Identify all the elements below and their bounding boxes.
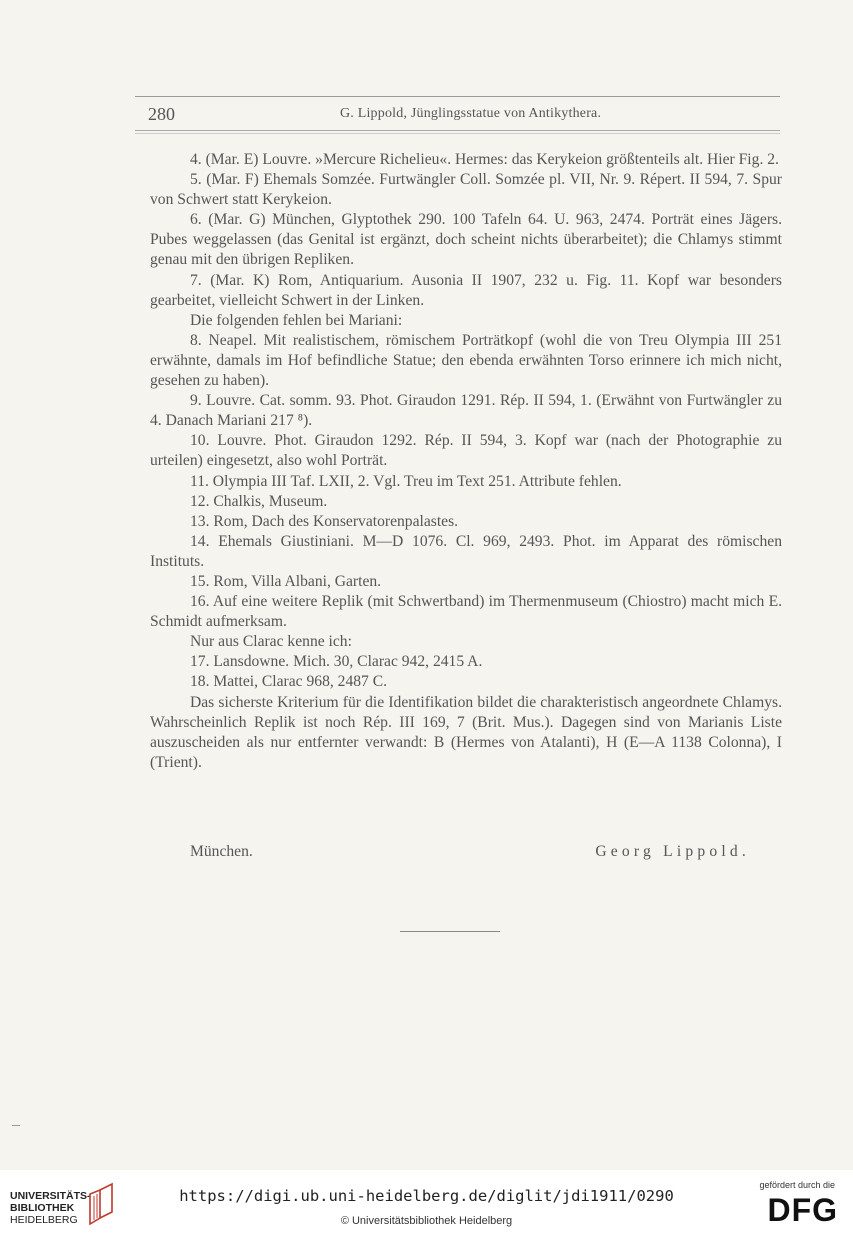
footer-bar: [0, 1170, 853, 1236]
end-rule: [400, 931, 500, 932]
paragraph: 12. Chalkis, Museum.: [190, 492, 328, 510]
paragraph: 14. Ehemals Giustiniani. M—D 1076. Cl. 969, 2493. Phot. im Apparat des römischen Instituts.: [150, 532, 782, 570]
paragraph: 5. (Mar. F) Ehemals Somzée. Furtwängler Coll. Somzée pl. VII, Nr. 9. Répert. II 594, 7. Spur von Schwert statt Kerykeion.: [150, 171, 782, 209]
header-rule-top: [135, 96, 780, 97]
paragraph: 9. Louvre. Cat. somm. 93. Phot. Giraudon 1291. Rép. II 594, 1. (Erwähnt von Furtwängler zu 4. Danach Mariani 217 ⁸).: [150, 392, 782, 430]
margin-mark: [12, 1125, 20, 1126]
header-rule-bottom: [135, 130, 780, 131]
page-header: [148, 104, 780, 124]
running-head: G. Lippold, Jünglingsstatue von Antikythera.: [340, 106, 602, 121]
paragraph: 4. (Mar. E) Louvre. »Mercure Richelieu«. Hermes: das Kerykeion größtenteils alt. Hier Fig. 2.: [190, 151, 779, 168]
paragraph: 17. Lansdowne. Mich. 30, Clarac 942, 2415 A.: [190, 653, 483, 671]
paragraph: 15. Rom, Villa Albani, Garten.: [190, 572, 382, 590]
paragraph: 8. Neapel. Mit realistischem, römischem Porträtkopf (wohl die von Treu Olympia III 251 erwähnte, damals im Hof befindliche Statue; den ebenda erwähnten Torso erinnere ich mich nicht, gesehen zu haben).: [150, 331, 782, 390]
header-rule-bottom-2: [135, 133, 780, 134]
signature-city: München.: [190, 843, 253, 860]
paragraph: Die folgenden fehlen bei Mariani:: [190, 311, 403, 329]
paragraph: 18. Mattei, Clarac 968, 2487 C.: [190, 673, 388, 691]
signature-author: Georg Lippold.: [595, 843, 750, 860]
page-number: 280: [148, 104, 175, 124]
paragraph: 7. (Mar. K) Rom, Antiquarium. Ausonia II 1907, 232 u. Fig. 11. Kopf war besonders gearbeitet, vielleicht Schwert in der Linken.: [150, 271, 782, 309]
paragraph: 10. Louvre. Phot. Giraudon 1292. Rép. II 594, 3. Kopf war (nach der Photographie zu urteilen) eingesetzt, also wohl Porträt.: [150, 432, 782, 470]
library-name-line: HEIDELBERG: [10, 1214, 78, 1226]
funded-by-text: gefördert durch die: [759, 1180, 835, 1190]
permalink-url[interactable]: https://digi.ub.uni-heidelberg.de/diglit/jdi1911/0290: [179, 1187, 674, 1205]
dfg-logo[interactable]: DFG: [767, 1192, 838, 1228]
body-text: [150, 150, 782, 773]
paragraph: Nur aus Clarac kenne ich:: [190, 633, 352, 651]
paragraph: 11. Olympia III Taf. LXII, 2. Vgl. Treu im Text 251. Attribute fehlen.: [190, 472, 622, 490]
library-name-line: UNIVERSITÄTS-: [10, 1190, 91, 1202]
paragraph: 6. (Mar. G) München, Glyptothek 290. 100 Tafeln 64. U. 963, 2474. Porträt eines Jägers. Pubes weggelassen (das Genital ist ergänzt, doch scheint nichts überarbeitet); die Chlamys stimmt genau mit den übrigen Repliken.: [150, 211, 782, 269]
copyright-text: © Universitätsbibliothek Heidelberg: [340, 1215, 513, 1227]
paragraph: Das sicherste Kriterium für die Identifikation bildet die charakteristisch angeordnete Chlamys. Wahrscheinlich Replik ist noch Rép. III 169, 7 (Brit. Mus.). Dagegen sind von Marianis Liste auszuscheiden als nur entfernter verwandt: B (Hermes von Atalanti), H (E—A 1138 Colonna), I (Trient).: [150, 693, 782, 771]
paragraph: 16. Auf eine weitere Replik (mit Schwertband) im Thermenmuseum (Chiostro) macht mich E. Schmidt aufmerksam.: [150, 593, 782, 631]
paragraph: 13. Rom, Dach des Konservatorenpalastes.: [190, 512, 459, 530]
library-name-line: BIBLIOTHEK: [10, 1202, 75, 1214]
